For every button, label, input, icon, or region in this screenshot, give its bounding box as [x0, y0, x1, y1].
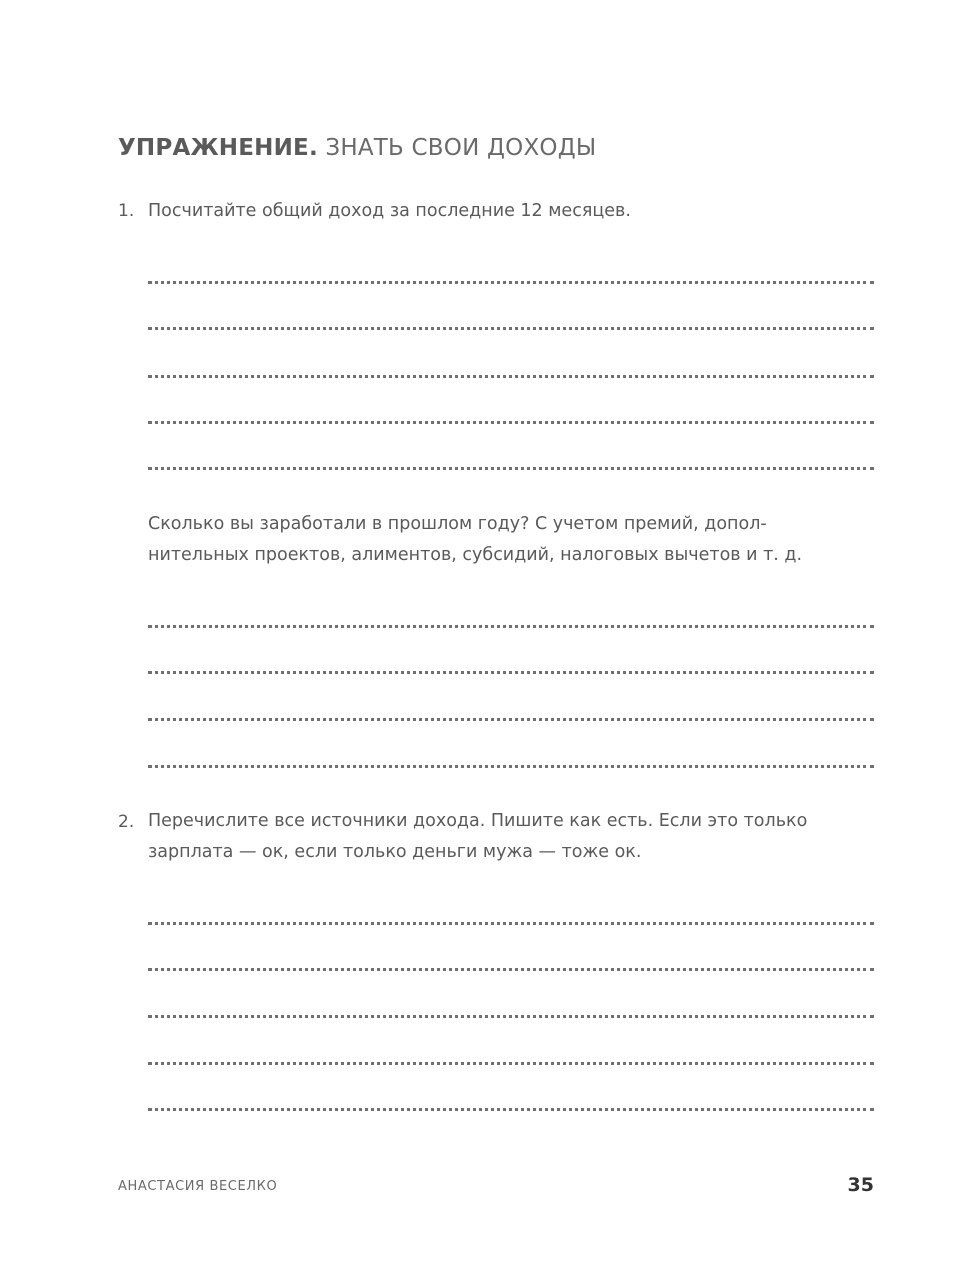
item-1-number: 1. [118, 201, 135, 221]
answer-line[interactable] [148, 922, 874, 925]
item-1-text: Посчитайте общий доход за последние 12 месяцев. [148, 201, 631, 221]
answer-line[interactable] [148, 1015, 874, 1018]
answer-line[interactable] [148, 1108, 874, 1111]
item-1-followup-line1: Сколько вы заработали в прошлом году? С учетом премий, допол- [148, 514, 767, 534]
page-number: 35 [847, 1174, 874, 1196]
answer-line[interactable] [148, 327, 874, 330]
answer-line[interactable] [148, 281, 874, 284]
item-2-text-line2: зарплата — ок, если только деньги мужа — тоже ок. [148, 842, 642, 862]
answer-line[interactable] [148, 625, 874, 628]
item-2-text-line1: Перечислите все источники дохода. Пишите как есть. Если это только [148, 811, 808, 831]
answer-line[interactable] [148, 718, 874, 721]
item-1-followup-line2: нительных проектов, алиментов, субсидий, налоговых вычетов и т. д. [148, 545, 803, 565]
answer-line[interactable] [148, 375, 874, 378]
answer-line[interactable] [148, 968, 874, 971]
heading-light: ЗНАТЬ СВОИ ДОХОДЫ [325, 135, 597, 161]
exercise-heading [118, 135, 596, 161]
item-2-number: 2. [118, 812, 135, 832]
footer-author: АНАСТАСИЯ ВЕСЕЛКО [118, 1179, 278, 1194]
answer-line[interactable] [148, 671, 874, 674]
heading-bold: УПРАЖНЕНИЕ. [118, 135, 318, 161]
answer-line[interactable] [148, 467, 874, 470]
answer-line[interactable] [148, 765, 874, 768]
answer-line[interactable] [148, 421, 874, 424]
answer-line[interactable] [148, 1062, 874, 1065]
